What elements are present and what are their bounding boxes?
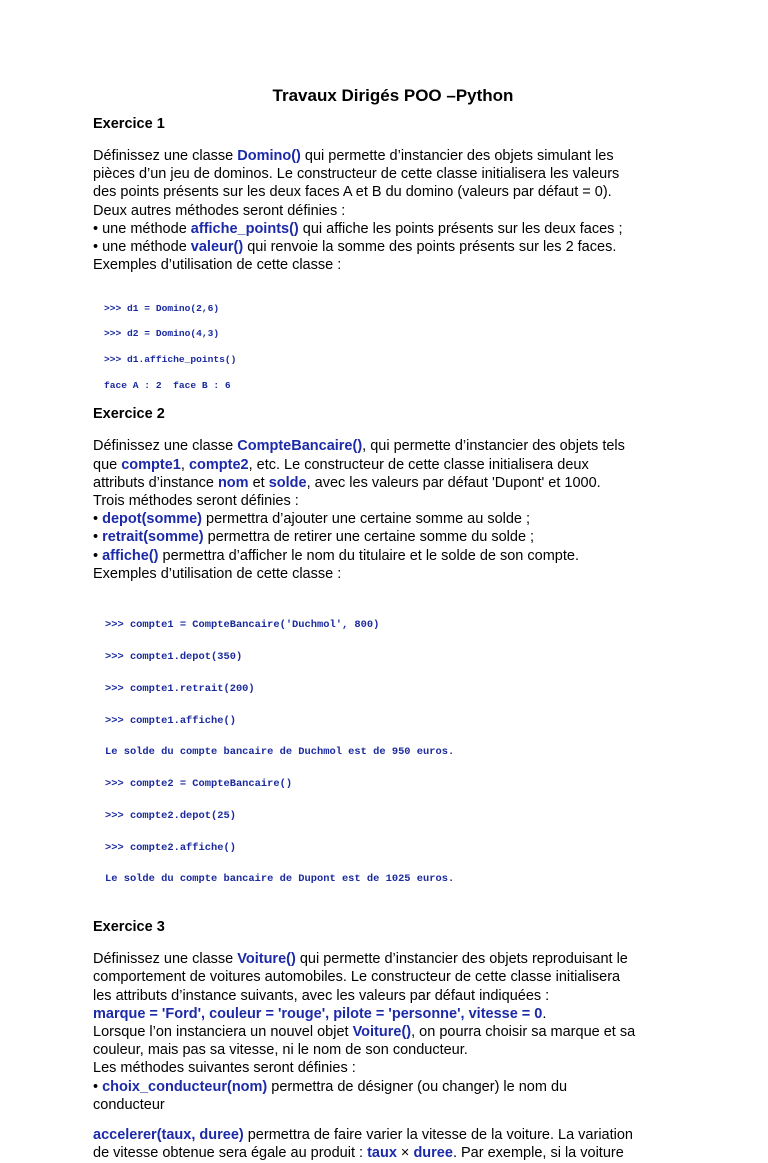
code-line: >>> compte2.affiche() <box>105 841 236 854</box>
ex1-line-4: Deux autres méthodes seront définies : <box>93 202 346 219</box>
ex2-line-8: Exemples d’utilisation de cette classe : <box>93 565 342 582</box>
ex3-text: Lorsque l’on instanciera un nouvel objet <box>93 1024 353 1041</box>
ex3-text: Définissez une classe <box>93 951 238 968</box>
ex2-line-2 <box>93 456 693 474</box>
ex3-line-3: les attributs d’instance suivants, avec les valeurs par défaut indiquées : <box>93 987 550 1004</box>
ex2-keyword: affiche() <box>102 547 159 564</box>
ex1-text: Définissez une classe <box>93 148 238 164</box>
ex2-text: , etc. Le constructeur de cette classe initialisera deux <box>248 456 589 473</box>
ex3-keyword: marque = 'Ford', couleur = 'rouge', pilote = 'personne', vitesse = 0 <box>93 1005 543 1022</box>
ex3-keyword: duree <box>413 1145 453 1162</box>
ex3-text: × <box>396 1145 414 1162</box>
exercise-1-text <box>93 147 693 274</box>
ex3-keyword: taux <box>367 1145 397 1162</box>
ex1-text: qui permette d’instancier des objets simulant les <box>300 148 614 164</box>
ex2-keyword: compte1 <box>121 456 181 473</box>
document-title: Travaux Dirigés POO –Python <box>272 86 514 105</box>
ex2-line-7 <box>93 547 693 565</box>
ex1-text: • une méthode <box>93 239 191 256</box>
ex3-line-7: Les méthodes suivantes seront définies : <box>93 1060 356 1077</box>
ex2-text: attributs d’instance <box>93 474 218 491</box>
ex2-text: permettra d’ajouter une certaine somme au solde ; <box>202 511 531 528</box>
ex2-code-block <box>105 599 693 906</box>
ex2-text: et <box>248 474 269 491</box>
ex2-keyword: depot(somme) <box>102 511 203 528</box>
ex2-text: permettra d’afficher le nom du titulaire et le solde de son compte. <box>158 547 579 564</box>
ex2-keyword: nom <box>217 474 249 491</box>
ex2-line-1 <box>93 437 693 455</box>
ex1-line-6 <box>93 238 693 256</box>
ex2-text: , qui permette d’instancier des objets tels <box>362 438 625 455</box>
ex3-line-2: comportement de voitures automobiles. Le constructeur de cette classe initialisera <box>93 969 621 986</box>
ex3-keyword: choix_conducteur(nom) <box>102 1078 268 1095</box>
code-line: >>> compte1 = CompteBancaire('Duchmol', 800) <box>105 619 380 632</box>
ex1-line-3: des points présents sur les deux faces A et B du domino (valeurs par défaut = 0). <box>93 184 612 201</box>
ex3-text: permettra de désigner (ou changer) le nom du <box>267 1078 568 1095</box>
ex2-text: • <box>93 529 103 546</box>
ex3-keyword: Voiture() <box>352 1024 412 1041</box>
ex2-keyword: CompteBancaire() <box>237 438 363 455</box>
ex3-text: qui permette d’instancier des objets reproduisant le <box>295 951 628 968</box>
ex2-keyword: retrait(somme) <box>102 529 204 546</box>
exercise-2-heading: Exercice 2 <box>93 406 165 423</box>
ex2-text: • <box>93 511 103 528</box>
ex3-line-5 <box>93 1023 693 1041</box>
ex1-keyword: valeur() <box>190 239 244 256</box>
ex1-code-block <box>104 287 693 391</box>
code-line: face A : 2 face B : 6 <box>104 379 231 391</box>
code-line: >>> d1 = Domino(2,6) <box>104 302 220 314</box>
ex3-text: . Par exemple, si la voiture <box>452 1145 624 1162</box>
ex2-line-6 <box>93 528 693 546</box>
ex3-keyword: Voiture() <box>237 951 296 968</box>
ex1-text: qui renvoie la somme des points présents sur les 2 faces. <box>243 239 617 256</box>
ex1-text: • une méthode <box>93 220 191 237</box>
ex3-line-8 <box>93 1078 693 1096</box>
ex3-text: . <box>542 1005 547 1022</box>
exercise-1-heading: Exercice 1 <box>93 116 165 132</box>
ex3-text: de vitesse obtenue sera égale au produit : <box>93 1145 368 1162</box>
ex3-line-9: conducteur <box>93 1096 165 1113</box>
ex2-line-4: Trois méthodes seront définies : <box>93 493 299 510</box>
ex2-line-3 <box>93 474 693 492</box>
ex2-text: que <box>93 456 122 473</box>
ex3-text: , on pourra choisir sa marque et sa <box>411 1024 636 1041</box>
ex1-text: qui affiche les points présents sur les deux faces ; <box>298 220 623 237</box>
ex2-text: permettra de retirer une certaine somme du solde ; <box>203 529 535 546</box>
ex1-line-1 <box>93 147 693 165</box>
code-line: >>> compte1.affiche() <box>105 714 236 727</box>
exercise-2-text <box>93 437 693 583</box>
ex2-keyword: compte2 <box>188 456 249 473</box>
exercise-3-heading: Exercice 3 <box>93 919 165 936</box>
ex3-line-11 <box>93 1144 693 1162</box>
ex3-line-1 <box>93 950 693 968</box>
ex3-line-10 <box>93 1126 693 1144</box>
code-line: >>> d1.affiche_points() <box>104 354 237 366</box>
ex1-line-2: pièces d’un jeu de dominos. Le constructeur de cette classe initialisera les valeurs <box>93 166 620 183</box>
ex3-text: permettra de faire varier la vitesse de la voiture. La variation <box>243 1127 633 1144</box>
ex2-text: , avec les valeurs par défaut 'Dupont' et 1000. <box>306 474 601 491</box>
code-line: Le solde du compte bancaire de Dupont est de 1025 euros. <box>105 873 455 886</box>
code-line: >>> compte2.depot(25) <box>105 809 236 822</box>
ex2-line-5 <box>93 510 693 528</box>
code-line: Le solde du compte bancaire de Duchmol est de 950 euros. <box>105 746 455 759</box>
exercise-3-text <box>93 950 693 1162</box>
ex3-line-6: couleur, mais pas sa vitesse, ni le nom de son conducteur. <box>93 1042 468 1059</box>
ex3-text: • <box>93 1078 103 1095</box>
ex2-text: Définissez une classe <box>93 438 238 455</box>
ex1-keyword: affiche_points() <box>190 220 299 237</box>
ex2-keyword: solde <box>268 474 307 491</box>
ex1-line-5 <box>93 220 693 238</box>
document-page <box>93 86 693 1163</box>
ex2-text: • <box>93 547 103 564</box>
ex1-keyword: Domino() <box>237 148 301 164</box>
code-line: >>> compte2 = CompteBancaire() <box>105 778 293 791</box>
ex2-text: , <box>180 456 189 473</box>
ex1-line-7: Exemples d’utilisation de cette classe : <box>93 257 342 274</box>
ex3-keyword: accelerer(taux, duree) <box>93 1127 244 1144</box>
code-line: >>> compte1.retrait(200) <box>105 682 255 695</box>
code-line: >>> d2 = Domino(4,3) <box>104 328 220 340</box>
ex3-line-4 <box>93 1005 693 1023</box>
code-line: >>> compte1.depot(350) <box>105 651 243 664</box>
